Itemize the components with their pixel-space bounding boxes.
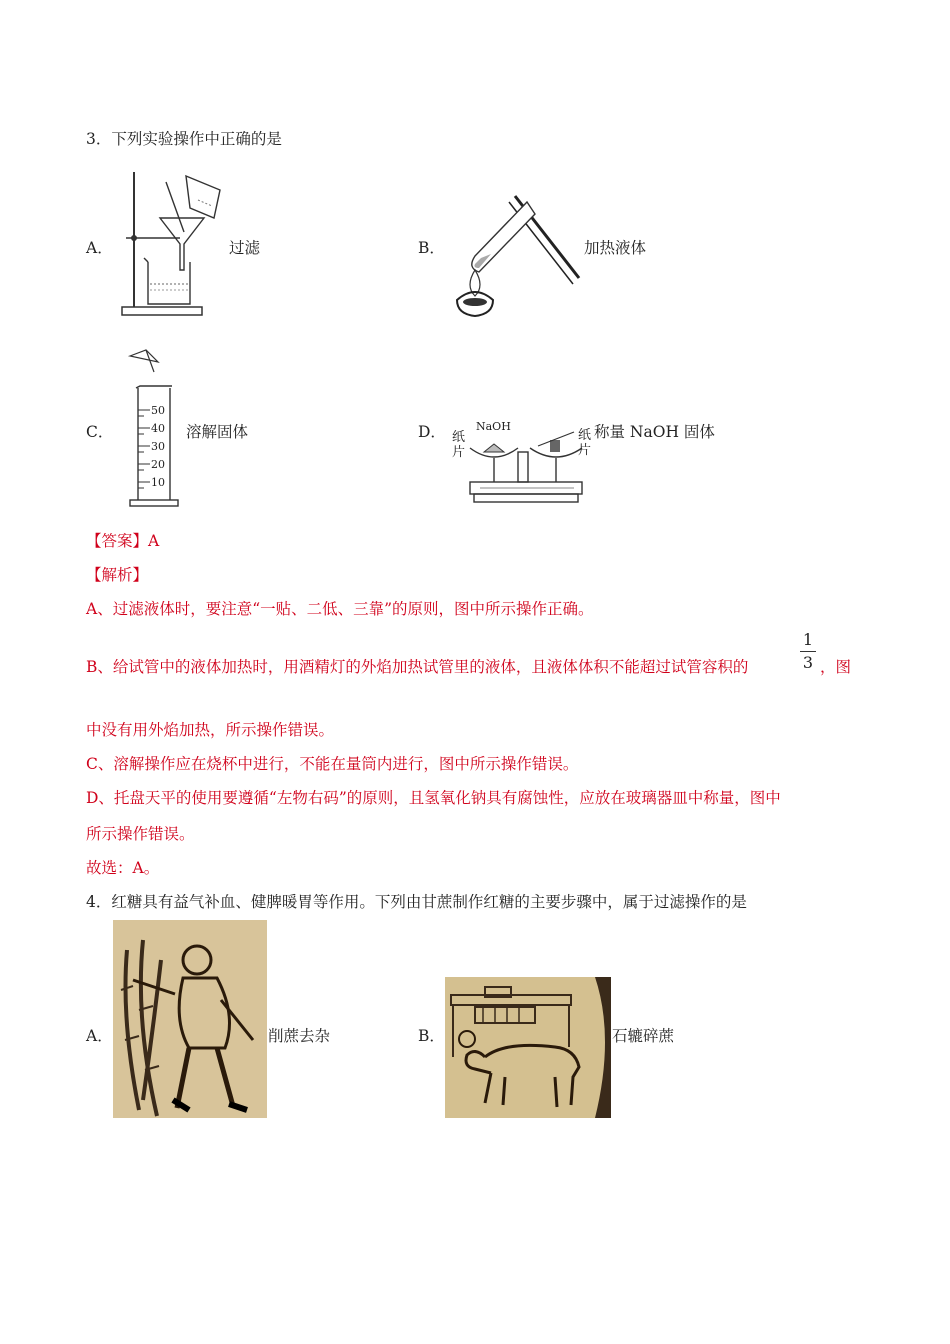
analysis-b-line2: 中没有用外焰加热，所示操作错误。	[86, 721, 335, 739]
filtration-apparatus-figure	[120, 166, 230, 318]
option-a-letter: A．	[86, 239, 113, 257]
option-b-caption: 加热液体	[584, 239, 647, 257]
q4-option-a-caption: 削蔗去杂	[268, 1027, 331, 1045]
answer-label: 【答案】A	[86, 532, 160, 550]
option-a-caption: 过滤	[229, 239, 261, 257]
option-c-letter: C．	[86, 423, 114, 441]
conclusion: 故选：A。	[86, 859, 160, 877]
fraction-one-third	[798, 630, 818, 673]
q4-option-b-letter: B．	[418, 1027, 445, 1045]
option-b-letter: B．	[418, 239, 445, 257]
ox-turning-millstone-figure	[445, 977, 611, 1118]
naoh-label: NaOH	[476, 420, 511, 433]
analysis-c: C、溶解操作应在烧杯中进行，不能在量筒内进行，图中所示操作错误。	[86, 755, 579, 773]
cylinder-tick-10: 10	[151, 476, 165, 489]
paper-label-left: 纸片	[452, 430, 466, 460]
analysis-b-line1: B、给试管中的液体加热时，用酒精灯的外焰加热试管里的液体，且液体体积不能超过试管容积的	[86, 658, 749, 676]
cylinder-tick-40: 40	[151, 422, 165, 435]
analysis-title: 【解析】	[86, 566, 149, 584]
analysis-d-line2: 所示操作错误。	[86, 825, 195, 843]
cylinder-tick-30: 30	[151, 440, 165, 453]
analysis-b-line1-end: ，图	[820, 658, 852, 676]
analysis-a: A、过滤液体时，要注意“一贴、二低、三靠”的原则，图中所示操作正确。	[86, 600, 594, 618]
option-d-caption: 称量 NaOH 固体	[594, 423, 715, 441]
analysis-d-line1: D、托盘天平的使用要遵循“左物右码”的原则，且氢氧化钠具有腐蚀性，应放在玻璃器皿中称量，图中	[86, 789, 781, 807]
option-c-caption: 溶解固体	[186, 423, 249, 441]
fraction-denominator: 3	[802, 653, 814, 672]
balance-figure	[450, 418, 592, 506]
cylinder-tick-50: 50	[151, 404, 165, 417]
option-d-letter: D．	[418, 423, 446, 441]
q4-option-b-caption: 石辘碎蔗	[612, 1027, 675, 1045]
heating-test-tube-figure	[445, 188, 585, 320]
graduated-cylinder-figure	[124, 348, 184, 508]
fraction-numerator: 1	[802, 630, 814, 649]
cylinder-tick-20: 20	[151, 458, 165, 471]
question-4-stem: 4．红糖具有益气补血、健脾暖胃等作用。下列由甘蔗制作红糖的主要步骤中，属于过滤操作的是	[86, 893, 747, 911]
q4-option-a-letter: A．	[86, 1027, 113, 1045]
man-cutting-sugarcane-figure	[113, 920, 267, 1118]
paper-label-right: 纸片	[578, 428, 592, 458]
question-3-stem: 3．下列实验操作中正确的是	[86, 130, 282, 148]
